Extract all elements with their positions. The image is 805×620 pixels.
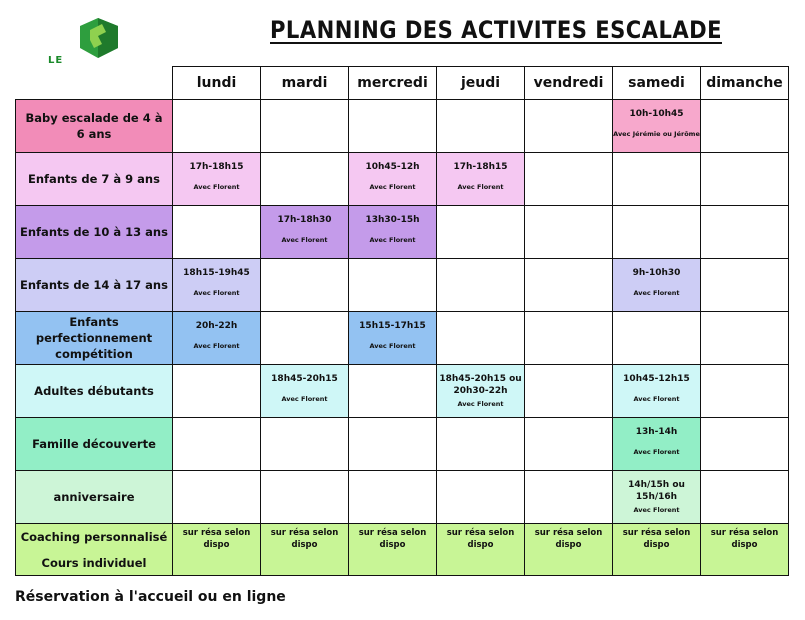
activity-row <box>16 365 789 418</box>
reservation-note: Réservation à l'accueil ou en ligne <box>15 589 286 605</box>
schedule-table <box>15 66 789 576</box>
day-header-jeudi: jeudi <box>437 67 525 100</box>
slot-time: 18h15-19h45 <box>183 268 250 278</box>
slot-cell-mardi <box>261 100 349 153</box>
slot-instructor: Avec Florent <box>369 183 416 191</box>
slot-cell-dimanche <box>701 153 789 206</box>
slot-instructor: Avec Florent <box>193 183 240 191</box>
slot-time: 10h45-12h <box>365 162 420 172</box>
slot-cell-jeudi <box>437 153 525 206</box>
activity-label: Enfants perfectionnement compétition <box>16 312 173 365</box>
slot-cell-lundi <box>173 153 261 206</box>
slot-time: 17h-18h15 <box>453 162 508 172</box>
slot-resa: sur résa selon dispo <box>182 528 251 550</box>
slot-cell-vendredi <box>525 153 613 206</box>
slot-cell-mercredi <box>349 365 437 418</box>
slot-cell-dimanche <box>701 100 789 153</box>
activity-label-line: Coaching personnalisé <box>20 529 168 544</box>
slot-resa: sur résa selon dispo <box>446 528 515 550</box>
slot-instructor: Avec Florent <box>633 448 680 456</box>
activity-label-line: Cours individuel <box>41 555 147 570</box>
slot-resa: sur résa selon dispo <box>710 528 779 550</box>
activity-label: Enfants de 7 à 9 ans <box>16 153 173 206</box>
slot-instructor: Avec Florent <box>457 183 504 191</box>
slot-cell-jeudi <box>437 206 525 259</box>
slot-time: 18h45-20h15 ou 20h30-22h <box>439 374 522 396</box>
day-header-vendredi: vendredi <box>525 67 613 100</box>
slot-cell-lundi <box>173 418 261 471</box>
activity-row <box>16 259 789 312</box>
slot-cell-vendredi <box>525 100 613 153</box>
slot-cell-vendredi <box>525 471 613 524</box>
slot-time: 10h45-12h15 <box>623 374 690 384</box>
slot-cell-vendredi <box>525 259 613 312</box>
slot-cell-lundi <box>173 524 261 576</box>
slot-cell-mardi <box>261 259 349 312</box>
activity-label: Enfants de 14 à 17 ans <box>16 259 173 312</box>
logo-le: LE <box>48 55 64 66</box>
slot-cell-dimanche <box>701 312 789 365</box>
slot-cell-dimanche <box>701 206 789 259</box>
slot-cell-jeudi <box>437 100 525 153</box>
slot-cell-lundi <box>173 100 261 153</box>
slot-cell-vendredi <box>525 312 613 365</box>
activity-row <box>16 153 789 206</box>
activity-row <box>16 206 789 259</box>
slot-cell-lundi <box>173 471 261 524</box>
slot-cell-lundi <box>173 365 261 418</box>
slot-cell-samedi <box>613 153 701 206</box>
slot-cell-samedi <box>613 471 701 524</box>
slot-cell-mercredi <box>349 524 437 576</box>
slot-instructor: Avec Florent <box>633 506 680 514</box>
slot-cell-mardi <box>261 418 349 471</box>
activity-row <box>16 312 789 365</box>
slot-instructor: Avec Jérémie ou Jérôme <box>613 130 700 138</box>
slot-time: 18h45-20h15 <box>271 374 338 384</box>
slot-cell-jeudi <box>437 312 525 365</box>
slot-instructor: Avec Florent <box>193 342 240 350</box>
slot-time: 17h-18h30 <box>277 215 332 225</box>
slot-cell-vendredi <box>525 365 613 418</box>
slot-cell-dimanche <box>701 259 789 312</box>
activity-label <box>16 524 173 576</box>
slot-instructor: Avec Florent <box>281 236 328 244</box>
slot-cell-lundi <box>173 312 261 365</box>
slot-cell-mercredi <box>349 259 437 312</box>
slot-instructor: Avec Florent <box>457 400 504 408</box>
slot-cell-samedi <box>613 418 701 471</box>
day-header-mercredi: mercredi <box>349 67 437 100</box>
slot-resa: sur résa selon dispo <box>622 528 691 550</box>
slot-cell-lundi <box>173 259 261 312</box>
slot-cell-samedi <box>613 365 701 418</box>
slot-instructor: Avec Florent <box>633 289 680 297</box>
activity-row <box>16 471 789 524</box>
slot-cell-mardi <box>261 206 349 259</box>
slot-cell-mercredi <box>349 471 437 524</box>
slot-cell-jeudi <box>437 365 525 418</box>
slot-cell-mardi <box>261 312 349 365</box>
slot-time: 9h-10h30 <box>632 268 681 278</box>
slot-resa: sur résa selon dispo <box>358 528 427 550</box>
activity-row <box>16 418 789 471</box>
slot-resa: sur résa selon dispo <box>534 528 603 550</box>
day-header-lundi: lundi <box>173 67 261 100</box>
slot-cell-mardi <box>261 471 349 524</box>
slot-cell-mercredi <box>349 312 437 365</box>
slot-cell-mercredi <box>349 418 437 471</box>
slot-time: 15h15-17h15 <box>359 321 426 331</box>
slot-cell-dimanche <box>701 418 789 471</box>
day-header-dimanche: dimanche <box>701 67 789 100</box>
slot-cell-samedi <box>613 100 701 153</box>
slot-time: 10h-10h45 <box>629 109 684 119</box>
slot-cell-jeudi <box>437 418 525 471</box>
slot-cell-mercredi <box>349 206 437 259</box>
activity-label: Enfants de 10 à 13 ans <box>16 206 173 259</box>
table-corner <box>16 67 173 100</box>
activity-row <box>16 100 789 153</box>
slot-cell-dimanche <box>701 471 789 524</box>
slot-time: 13h30-15h <box>365 215 420 225</box>
activity-label: anniversaire <box>16 471 173 524</box>
slot-cell-mardi <box>261 153 349 206</box>
slot-cell-jeudi <box>437 524 525 576</box>
activity-label: Famille découverte <box>16 418 173 471</box>
slot-cell-mardi <box>261 365 349 418</box>
slot-instructor: Avec Florent <box>193 289 240 297</box>
activity-label: Baby escalade de 4 à 6 ans <box>16 100 173 153</box>
slot-instructor: Avec Florent <box>369 236 416 244</box>
rempart-logo-icon <box>76 18 122 58</box>
slot-cell-mercredi <box>349 153 437 206</box>
slot-instructor: Avec Florent <box>369 342 416 350</box>
slot-cell-vendredi <box>525 206 613 259</box>
day-header-mardi: mardi <box>261 67 349 100</box>
slot-cell-vendredi <box>525 524 613 576</box>
slot-time: 13h-14h <box>635 427 678 437</box>
slot-time: 17h-18h15 <box>189 162 244 172</box>
slot-cell-jeudi <box>437 471 525 524</box>
slot-cell-dimanche <box>701 365 789 418</box>
slot-cell-samedi <box>613 206 701 259</box>
slot-cell-samedi <box>613 524 701 576</box>
slot-cell-mercredi <box>349 100 437 153</box>
slot-cell-vendredi <box>525 418 613 471</box>
activity-label: Adultes débutants <box>16 365 173 418</box>
slot-cell-samedi <box>613 259 701 312</box>
slot-cell-samedi <box>613 312 701 365</box>
page-title: PLANNING DES ACTIVITES ESCALADE <box>270 16 722 44</box>
slot-cell-lundi <box>173 206 261 259</box>
slot-cell-mardi <box>261 524 349 576</box>
slot-time: 20h-22h <box>195 321 238 331</box>
slot-instructor: Avec Florent <box>281 395 328 403</box>
slot-cell-dimanche <box>701 524 789 576</box>
slot-resa: sur résa selon dispo <box>270 528 339 550</box>
slot-cell-jeudi <box>437 259 525 312</box>
activity-row <box>16 524 789 576</box>
slot-instructor: Avec Florent <box>633 395 680 403</box>
slot-time: 14h/15h ou 15h/16h <box>628 480 685 502</box>
day-header-samedi: samedi <box>613 67 701 100</box>
